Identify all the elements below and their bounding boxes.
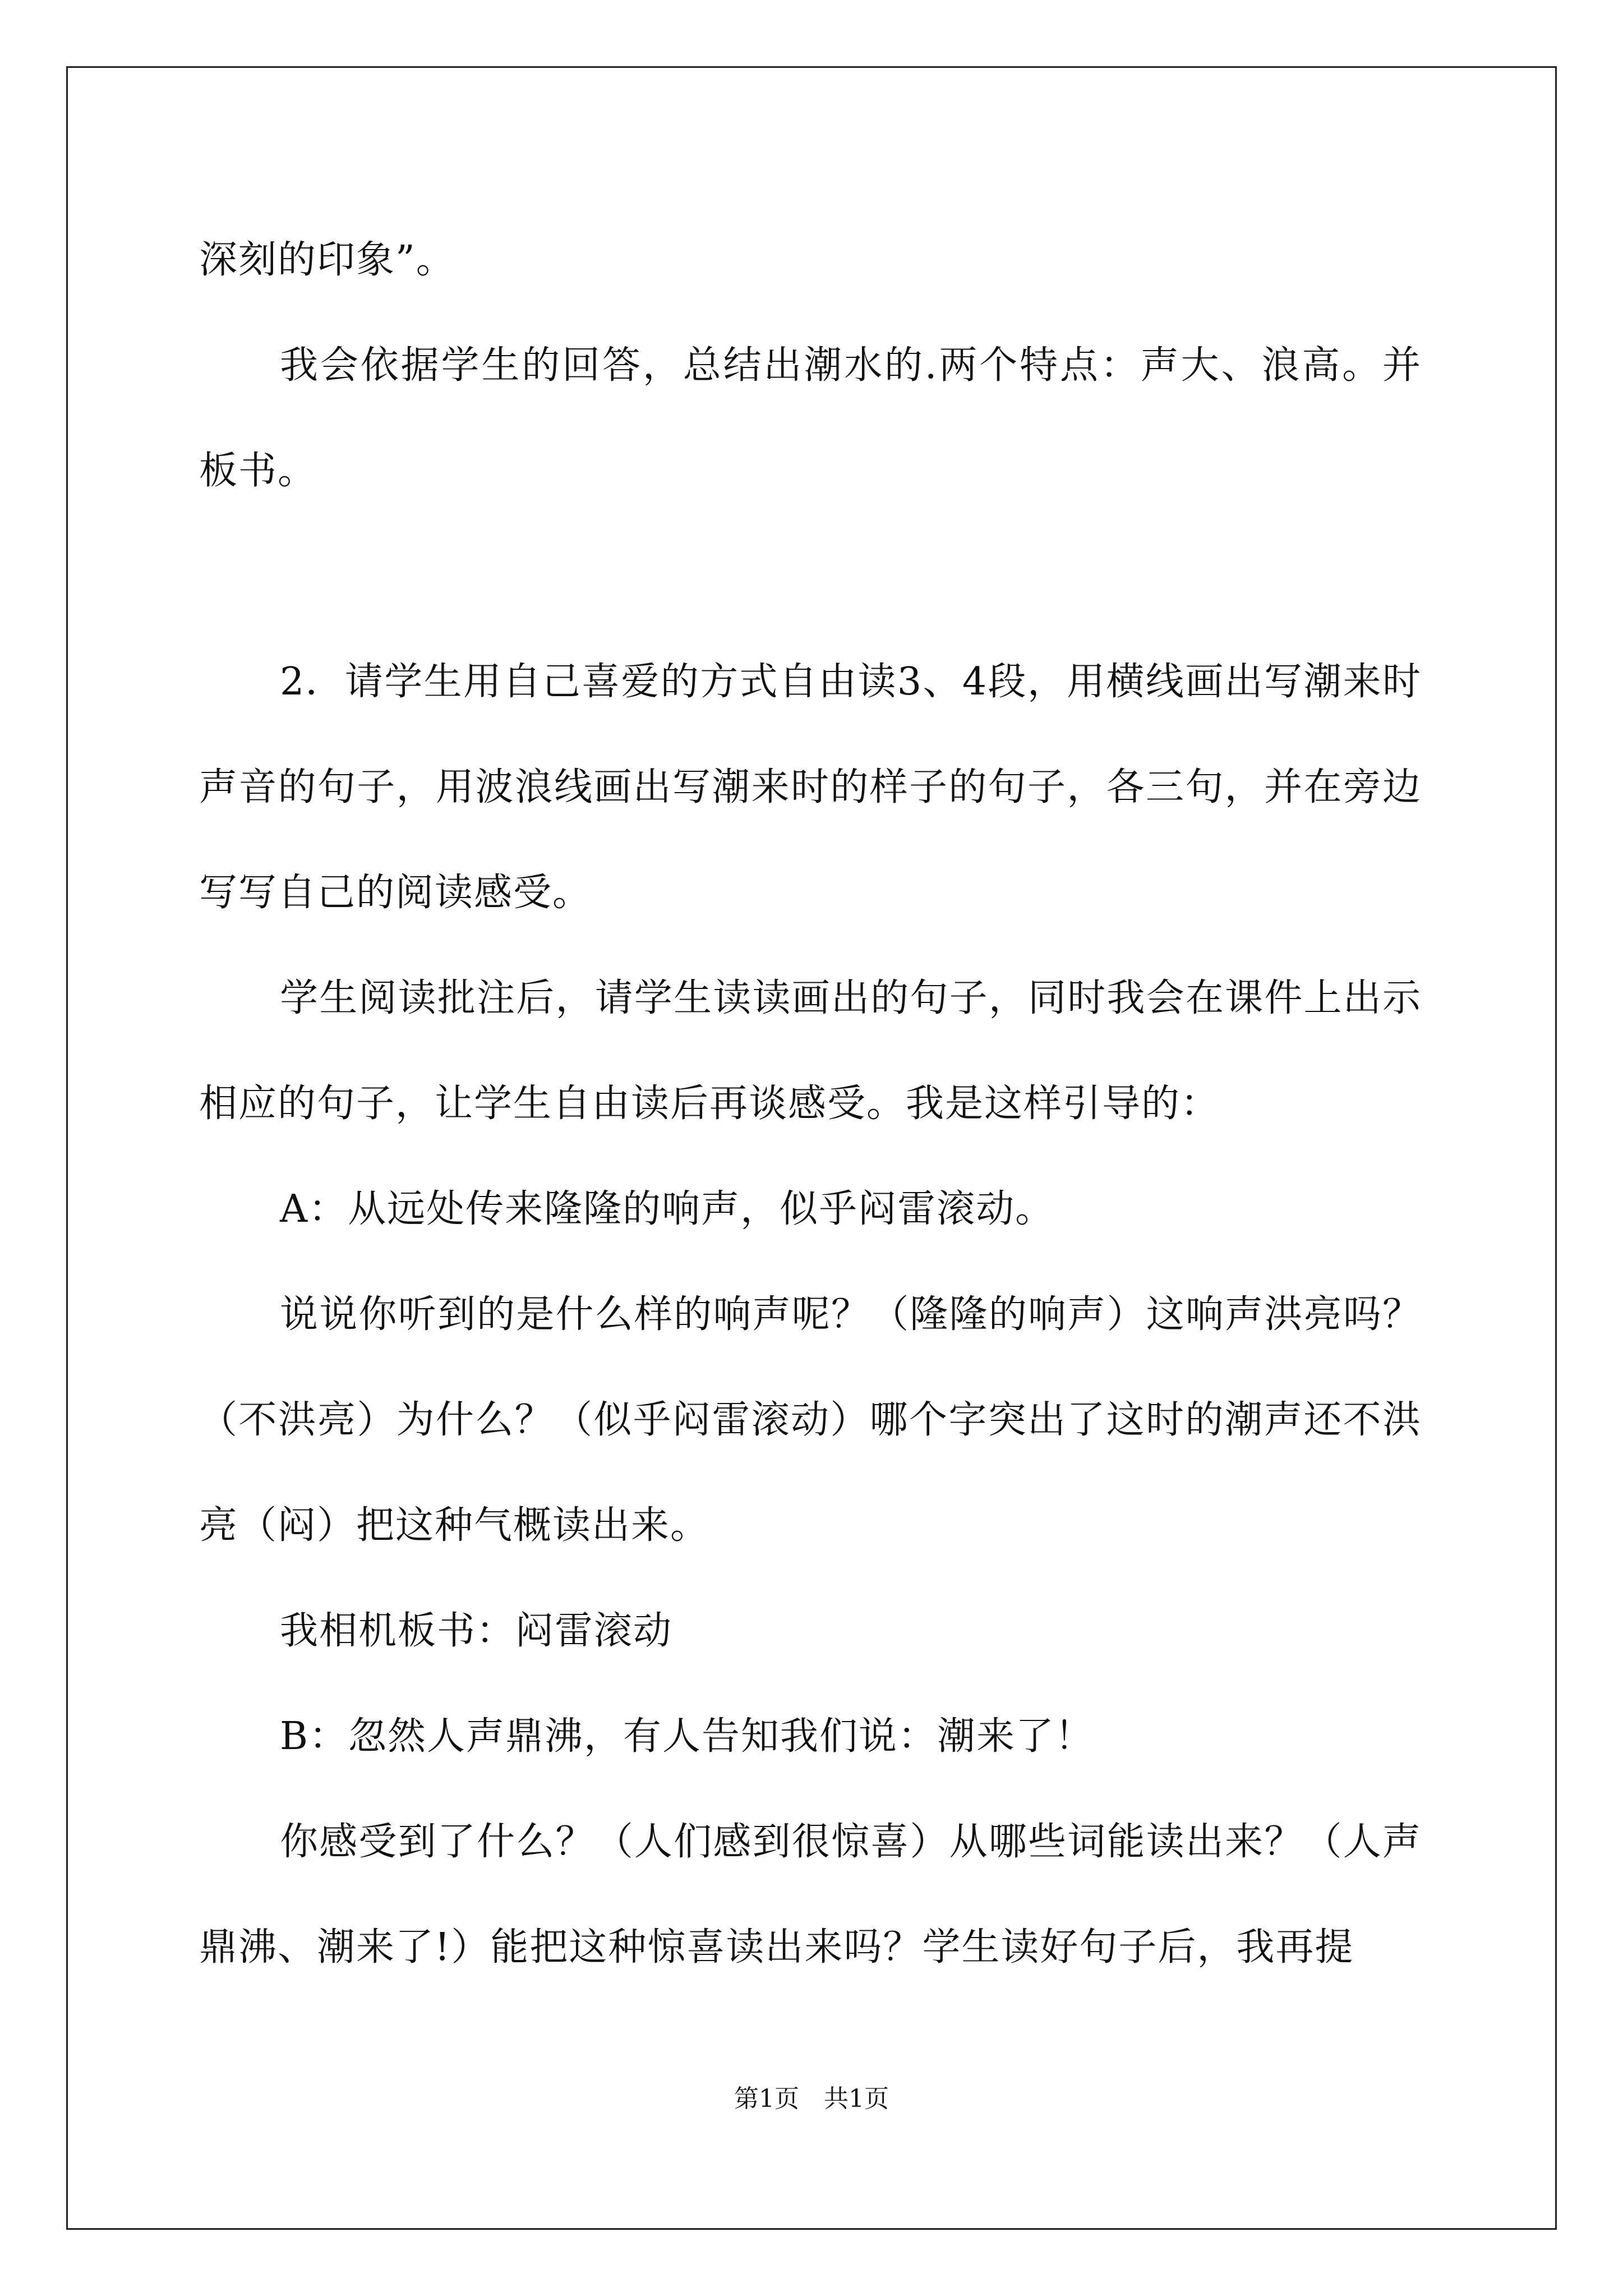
paragraph-2: 我会依据学生的回答，总结出潮水的.两个特点：声大、浪高。并板书。 — [199, 343, 1422, 493]
paragraph-9: 你感受到了什么？（人们感到很惊喜）从哪些词能读出来？（人声鼎沸、潮来了!）能把这种惊喜读出来吗？学生读好句子后，我再提 — [199, 1820, 1422, 1970]
paragraph-5: A：从远处传来隆隆的响声，似乎闷雷滚动。 — [280, 1187, 1055, 1231]
paragraph-6: 说说你听到的是什么样的响声呢？（隆隆的响声）这响声洪亮吗？（不洪亮）为什么？（似乎闷雷滚动）哪个字突出了这时的潮声还不洪亮（闷）把这种气概读出来。 — [199, 1292, 1422, 1548]
document-body — [199, 208, 1422, 2000]
paragraph-4: 学生阅读批注后，请学生读读画出的句子，同时我会在课件上出示相应的句子，让学生自由读后再谈感受。我是这样引导的： — [199, 976, 1422, 1126]
paragraph-spacer — [199, 524, 1422, 629]
page-footer: 第1页 共1页 — [734, 2085, 889, 2113]
paragraph-3: 2．请学生用自己喜爱的方式自由读3、4段，用横线画出写潮来时声音的句子，用波浪线画出写潮来时的样子的句子，各三句，并在旁边写写自己的阅读感受。 — [199, 660, 1422, 915]
paragraph-8: B：忽然人声鼎沸，有人告知我们说：潮来了！ — [280, 1714, 1094, 1759]
paragraph-7: 我相机板书：闷雷滚动 — [280, 1609, 673, 1653]
paragraph-1: 深刻的印象”。 — [199, 238, 455, 282]
